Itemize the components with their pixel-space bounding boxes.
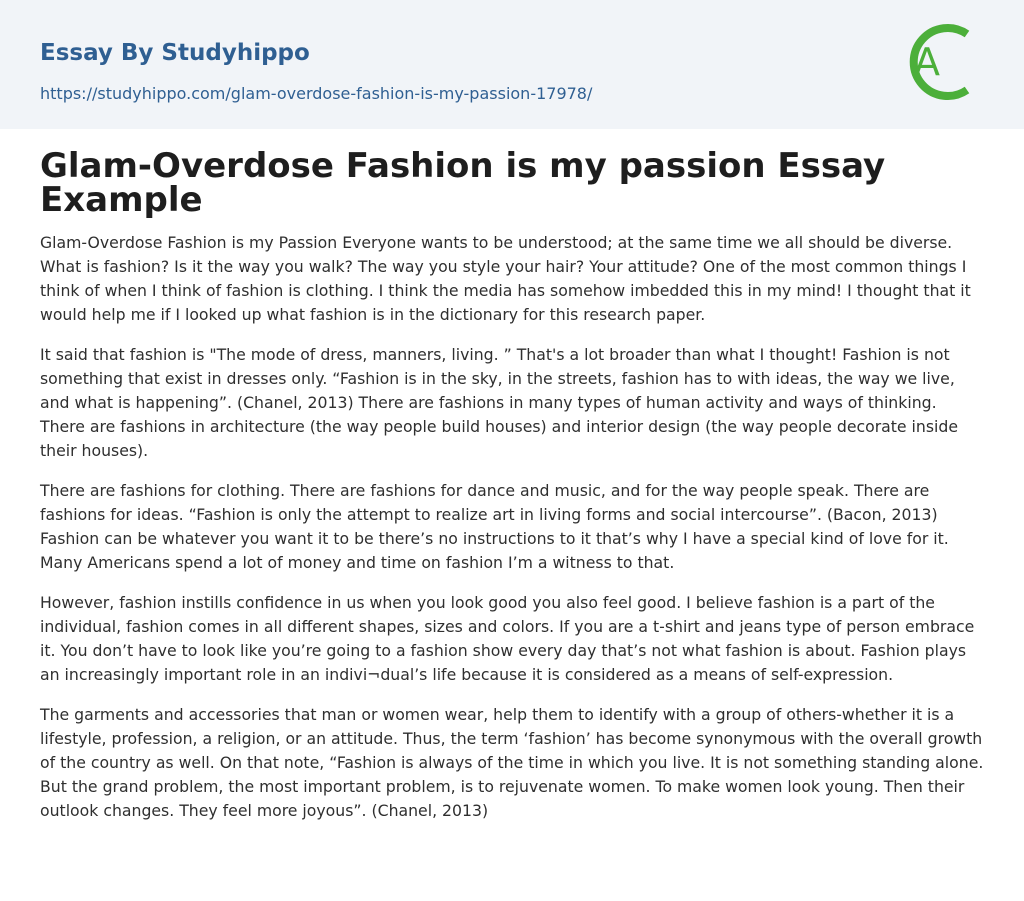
logo-letter: A [914,40,940,84]
paragraph: The garments and accessories that man or women wear, help them to identify with a group of others-whether it is a lifestyle, profession, a religion, or an attitude. Thus, the term ‘fashion’ has become synonymous with the overall growth of the country as well. On that note, “Fashion is always of the time in which you live. It is not something standing alone. But the grand problem, the most important problem, is to rejuvenate women. To make women look young. Then their outlook changes. They feel more joyous”. (Chanel, 2013) [40,705,984,820]
site-title[interactable]: Essay By Studyhippo [40,40,310,66]
paragraph: Glam-Overdose Fashion is my Passion Everyone wants to be understood; at the same time we all should be diverse. What is fashion? Is it the way you walk? The way you style your hair? Your attitude? One of the most common things I think of when I think of fashion is clothing. I think the media has somehow imbedded this in my mind! I thought that it would help me if I looked up what fashion is in the dictionary for this research paper. [40,233,971,324]
paragraph: There are fashions for clothing. There are fashions for dance and music, and for the way people speak. There are fashions for ideas. “Fashion is only the attempt to realize art in living forms and social intercourse”. (Bacon, 2013) Fashion can be whatever you want it to be there’s no instructions to it that’s why I have a special kind of love for it. Many Americans spend a lot of money and time on fashion I’m a witness to that. [40,481,949,572]
site-header [0,0,1024,129]
paragraph: It said that fashion is "The mode of dress, manners, living. ” That's a lot broader than what I thought! Fashion is not something that exist in dresses only. “Fashion is in the sky, in the streets, fashion has to with ideas, the way we live, and what is happening”. (Chanel, 2013) There are fashions in many types of human activity and ways of thinking. There are fashions in architecture (the way people build houses) and interior design (the way people decorate inside their houses). [40,345,958,460]
paragraph: However, fashion instills confidence in us when you look good you also feel good. I believe fashion is a part of the individual, fashion comes in all different shapes, sizes and colors. If you are a t-shirt and jeans type of person embrace it. You don’t have to look like you’re going to a fashion show every day that’s not what fashion is about. Fashion plays an increasingly important role in an indivi¬dual’s life because it is considered as a means of self-expression. [40,593,975,684]
page-url-link[interactable]: https://studyhippo.com/glam-overdose-fashion-is-my-passion-17978/ [40,84,593,103]
article-title: Glam-Overdose Fashion is my passion Essay Example [40,146,886,220]
article-body [0,129,1024,823]
studyhippo-logo-icon[interactable] [900,20,984,104]
